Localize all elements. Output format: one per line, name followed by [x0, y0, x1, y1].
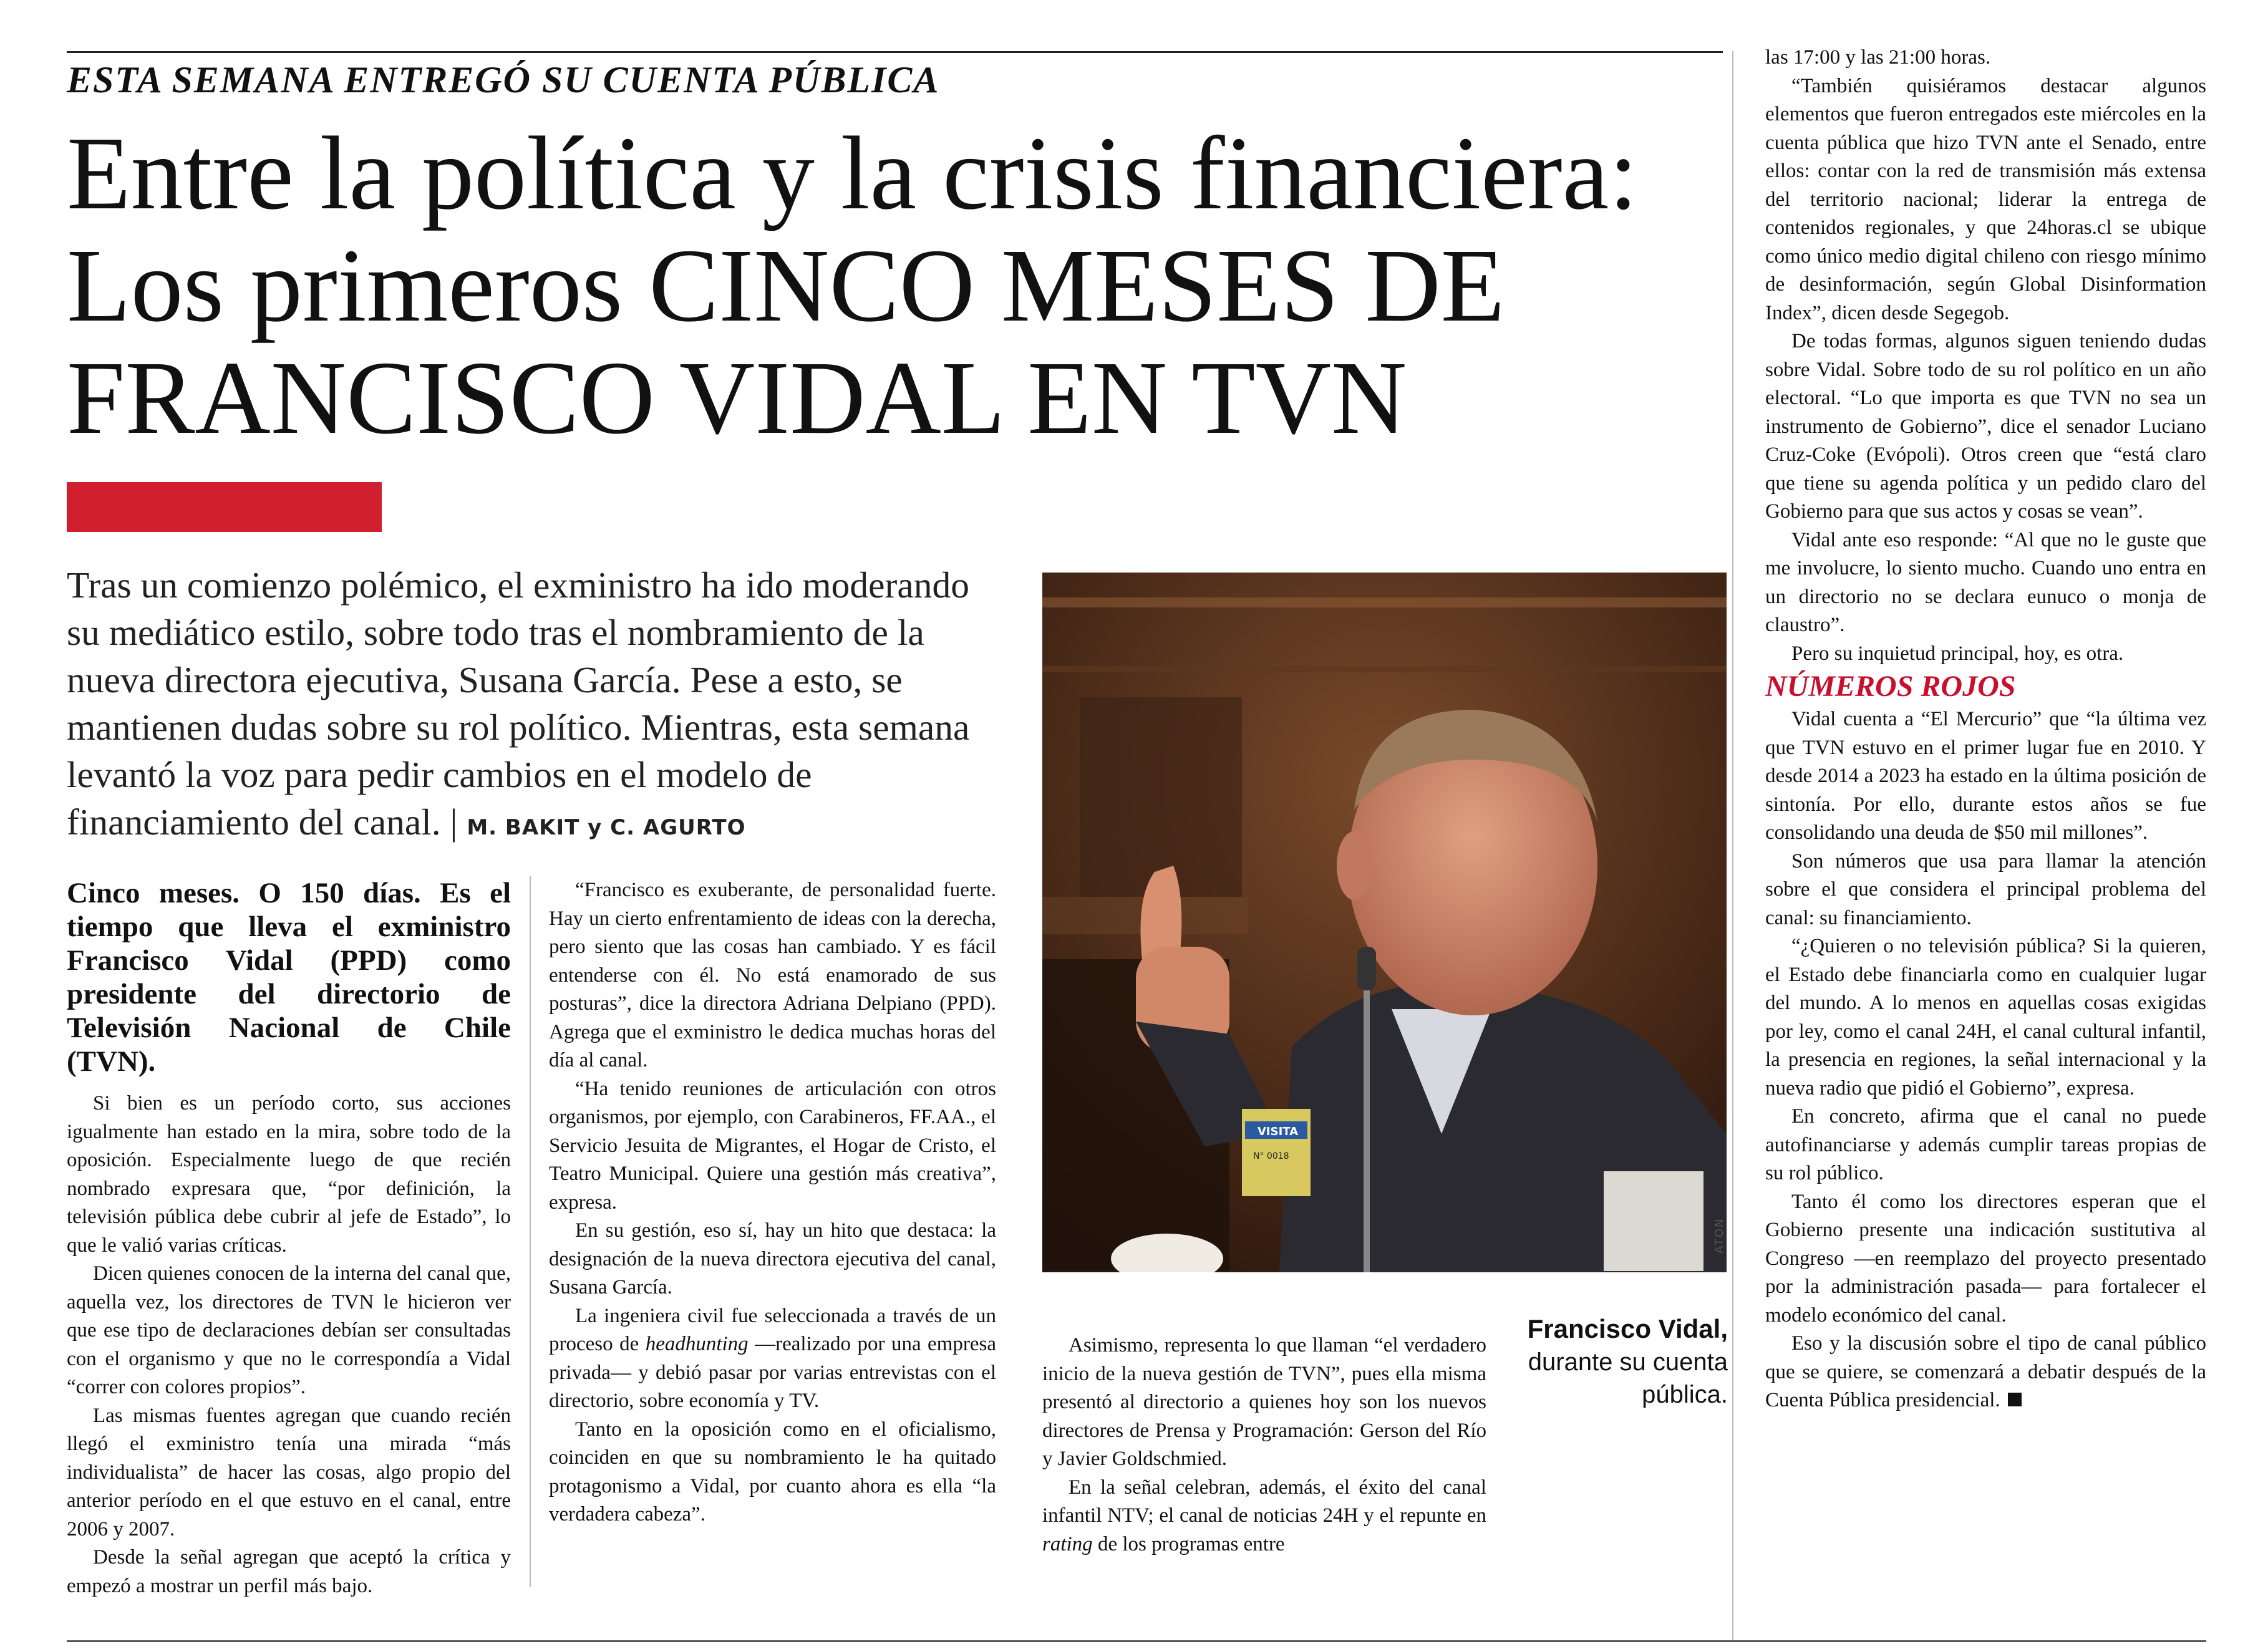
- column-3: [1042, 1332, 1486, 1559]
- photo-francisco-vidal: [1042, 573, 1727, 1272]
- paragraph: Dicen quienes conocen de la interna del canal que, aquella vez, los directores de TVN le hicieron ver que ese tipo de declaraciones debían ser consultadas con el organismo y que no le correspondía a Vidal “correr con colores propios”.: [67, 1262, 511, 1398]
- column-2: [549, 876, 996, 1529]
- paragraph: Si bien es un período corto, sus acciones igualmente han estado en la mira, sobre todo de la oposición. Especialmente luego de que recién nombrado expresara que, “por definición, la televisión pública debe cubrir al jefe de Estado”, lo que le valió varias críticas.: [67, 1092, 511, 1257]
- end-mark-icon: [2008, 1393, 2022, 1406]
- paragraph: las 17:00 y las 21:00 horas.: [1765, 46, 1991, 69]
- badge-number: N° 0018: [1253, 1151, 1289, 1161]
- text-run-italic: rating: [1042, 1532, 1093, 1555]
- text-run: de los programas entre: [1092, 1532, 1285, 1555]
- photo-illustration: [1042, 573, 1727, 1272]
- badge-text: VISITA: [1258, 1125, 1299, 1138]
- paragraph: De todas formas, algunos siguen teniendo dudas sobre Vidal. Sobre todo de su rol político en un año electoral. “Lo que importa es que TVN no sea un instrumento de Gobierno”, dice el senador Luciano Cruz-Coke (Evópoli). Otros creen que “está claro que tiene su agenda política y un pedido claro del Gobierno para que sus actos y cosas se vean”.: [1765, 330, 2206, 523]
- headline: [67, 117, 1720, 454]
- photo-credit: ATON: [1713, 1217, 1726, 1254]
- paragraph-last: [1765, 1330, 2206, 1415]
- subhead-numeros-rojos: NÚMEROS ROJOS: [1765, 670, 2016, 703]
- paragraph: Tanto en la oposición como en el oficialismo, coinciden en que su nombramiento le ha quitado protagonismo a Vidal, por cuanto ahora es ella “la verdadera cabeza”.: [549, 1418, 996, 1526]
- paragraph: Vidal cuenta a “El Mercurio” que “la última vez que TVN estuvo en el primer lugar fue en 2010. Y desde 2014 a 2023 ha estado en la última posición de sintonía. Por ello, durante estos años se fue consolidando una deuda de $50 mil millones”.: [1765, 708, 2206, 844]
- red-accent-bar: [67, 482, 382, 532]
- deck-line: levantó la voz para pedir cambios en el modelo de: [67, 754, 812, 795]
- deck: [67, 561, 996, 851]
- paragraph: “Francisco es exuberante, de personalidad fuerte. Hay un cierto enfrentamiento de ideas con la derecha, pero siento que las cosas han cambiado. Y es fácil entenderse con él. No está enamorado de sus posturas”, dice la directora Adriana Delpiano (PPD). Agrega que el exministro le dedica muchas horas del día al canal.: [549, 879, 996, 1071]
- caption-name: Francisco Vidal,: [1527, 1314, 1728, 1343]
- paragraph: En concreto, afirma que el canal no puede autofinanciarse y además cumplir tareas propias de su rol público.: [1765, 1105, 2206, 1184]
- column-4: [1765, 44, 2206, 1415]
- deck-line-text: financiamiento del canal. |: [67, 801, 458, 843]
- kicker: ESTA SEMANA ENTREGÓ SU CUENTA PÚBLICA: [67, 59, 940, 100]
- text-run: Eso y la discusión sobre el tipo de canal público que se quiere, se comenzará a debatir después de la Cuenta Pública presidencial.: [1765, 1332, 2206, 1411]
- paragraph: Tanto él como los directores esperan que el Gobierno presente una indicación sustitutiva al Congreso —en reemplazo del proyecto presentado por la administración pasada— para fortalecer el modelo económico del canal.: [1765, 1190, 2206, 1327]
- paragraph: [549, 1302, 996, 1416]
- lead-paragraph: Cinco meses. O 150 días. Es el tiempo que lleva el exministro Francisco Vidal (PPD) como presidente del directorio de Televisión Nacional de Chile (TVN).: [67, 877, 511, 1078]
- headline-line-1: Entre la política y la crisis financiera:: [67, 115, 1638, 231]
- paragraph: Pero su inquietud principal, hoy, es otra.: [1791, 642, 2124, 665]
- column-1: [67, 876, 511, 1600]
- paragraph: Asimismo, representa lo que llaman “el verdadero inicio de la nueva gestión de TVN”, pues ella misma presentó al directorio a quienes hoy son los nuevos directores de Prensa y Programación: Gerson del Río y Javier Goldschmied.: [1042, 1334, 1486, 1470]
- text-run-italic: headhunting: [645, 1333, 749, 1355]
- text-run: —realizado por una empresa privada— y debió pasar por varias entrevistas con el directorio, sobre economía y TV.: [549, 1333, 996, 1412]
- deck-line-last: [67, 798, 996, 851]
- caption-text: durante su cuenta pública.: [1528, 1348, 1728, 1408]
- paragraph: “¿Quieren o no televisión pública? Si la quieren, el Estado debe financiarla como en cualquier lugar del mundo. A lo menos en aquellas cosas exigidas por ley, como el canal 24H, el canal cultural infantil, la presencia en regiones, la señal internacional y la nueva radio que pidió el Gobierno”, expresa.: [1765, 935, 2206, 1100]
- deck-line: mantienen dudas sobre su rol político. Mientras, esta semana: [67, 707, 970, 748]
- paragraph: En su gestión, eso sí, hay un hito que destaca: la designación de la nueva directora ejecutiva del canal, Susana García.: [549, 1219, 996, 1298]
- paragraph: [1042, 1474, 1486, 1559]
- column-divider-right: [1732, 51, 1733, 1640]
- headline-line-2: Los primeros CINCO MESES DE: [67, 228, 1505, 344]
- top-rule: [67, 51, 1723, 53]
- byline: M. BAKIT y C. AGURTO: [467, 815, 746, 840]
- photo-caption: [1472, 1313, 1728, 1411]
- headline-line-3: FRANCISCO VIDAL EN TVN: [67, 340, 1407, 456]
- text-run: En la señal celebran, además, el éxito del canal infantil NTV; el canal de noticias 24H y el repunte en: [1042, 1476, 1486, 1527]
- deck-line: su mediático estilo, sobre todo tras el nombramiento de la: [67, 612, 924, 653]
- text-run: La ingeniera civil fue seleccionada a través de un proceso de: [549, 1304, 996, 1355]
- bottom-rule: [67, 1640, 2206, 1642]
- paragraph: Vidal ante eso responde: “Al que no le guste que me involucre, lo siento mucho. Cuando uno entra en un directorio no se declara eunuco o monja de claustro”.: [1765, 528, 2206, 636]
- paragraph: “Ha tenido reuniones de articulación con otros organismos, por ejemplo, con Carabineros, FF.AA., el Servicio Jesuita de Migrantes, el Hogar de Cristo, el Teatro Municipal. Quiere una gestión más creativa”, expresa.: [549, 1077, 996, 1214]
- column-divider-mid: [530, 876, 531, 1587]
- paragraph: Son números que usa para llamar la atención sobre el que considera el principal problema del canal: su financiamiento.: [1765, 849, 2206, 929]
- paragraph: Desde la señal agregan que aceptó la crítica y empezó a mostrar un perfil más bajo.: [67, 1546, 511, 1597]
- paragraph: Las mismas fuentes agregan que cuando recién llegó el exministro tenía una mirada “más individualista” de hacer las cosas, algo propio del anterior período en el que estuvo en el canal, entre 2006 y 2007.: [67, 1404, 511, 1540]
- deck-line: nueva directora ejecutiva, Susana García. Pese a esto, se: [67, 659, 903, 700]
- deck-line: Tras un comienzo polémico, el exministro ha ido moderando: [67, 564, 970, 606]
- paragraph: “También quisiéramos destacar algunos elementos que fueron entregados este miércoles en la cuenta pública que hizo TVN ante el Senado, entre ellos: contar con la red de transmisión más extensa del territorio nacional; liderar la entrega de contenidos regionales, y que 24horas.cl se ubique como único medio digital chileno con riesgo mínimo de desinformación, según Global Disinformation Index”, dicen desde Segegob.: [1765, 74, 2206, 324]
